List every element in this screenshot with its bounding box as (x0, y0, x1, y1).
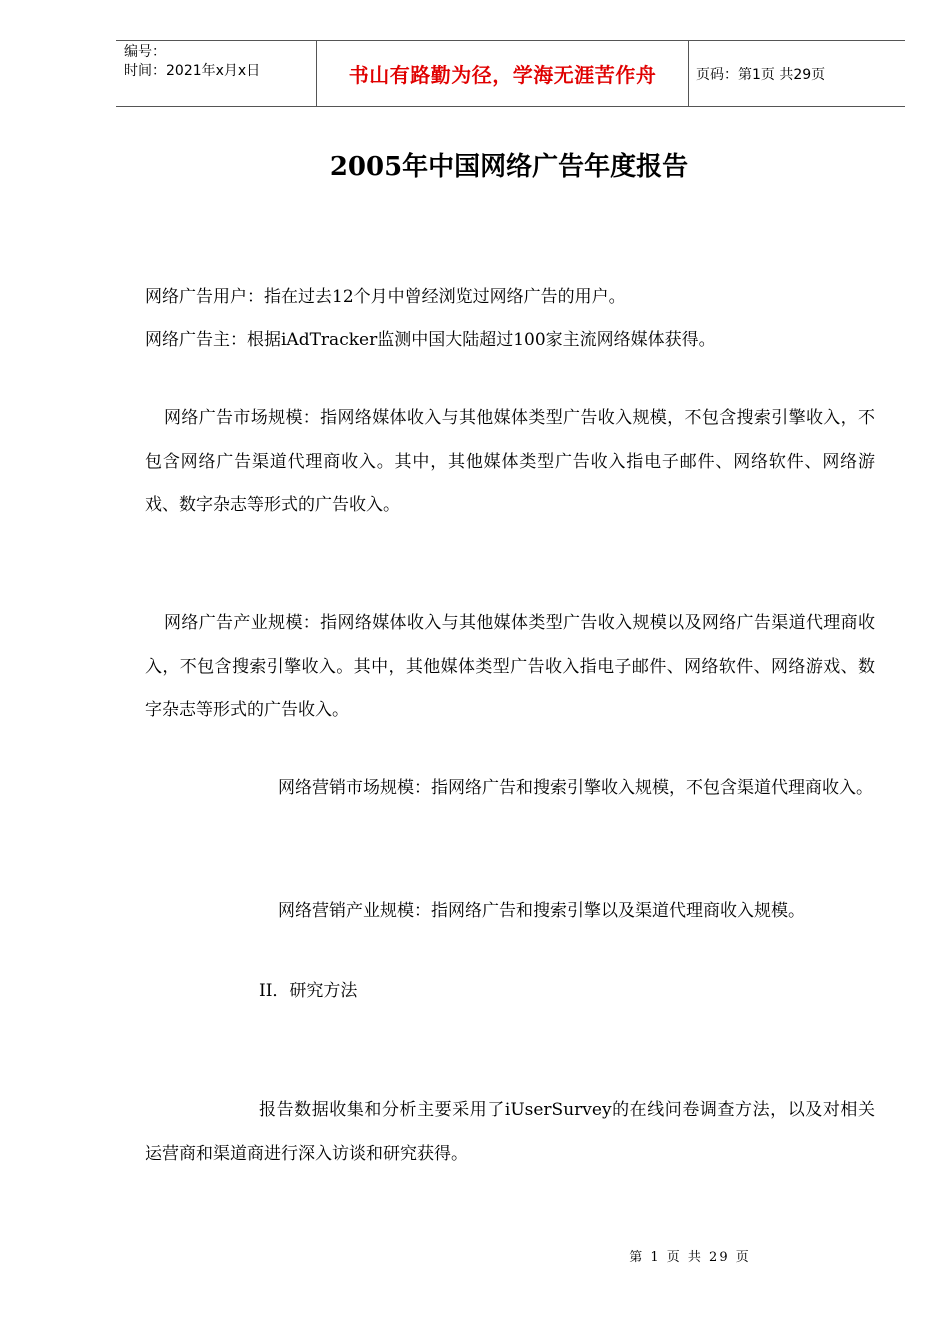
page-footer: 第 1 页 共 29 页 (629, 1250, 751, 1265)
paragraph-industry-scale: 网络广告产业规模：指网络媒体收入与其他媒体类型广告收入规模以及网络广告渠道代理商收入，不包含搜索引擎收入。其中，其他媒体类型广告收入指电子邮件、网络软件、网络游戏、数字杂志等形式的广告收入。 (145, 613, 875, 720)
header-meta (124, 43, 314, 81)
paragraph-research-methods: 报告数据收集和分析主要采用了iUserSurvey的在线问卷调查方法，以及对相关运营商和渠道商进行深入访谈和研究获得。 (145, 1100, 875, 1164)
header-motto: 书山有路勤为径，学海无涯苦作舟 (316, 41, 689, 106)
paragraph-market-scale: 网络广告市场规模：指网络媒体收入与其他媒体类型广告收入规模，不包含搜索引擎收入，不包含网络广告渠道代理商收入。其中，其他媒体类型广告收入指电子邮件、网络软件、网络游戏、数字杂志等形式的广告收入。 (145, 408, 875, 515)
code-label: 编号： (124, 44, 166, 60)
paragraph-online-ad-users: 网络广告用户：指在过去12个月中曾经浏览过网络广告的用户。 (145, 287, 626, 307)
section-heading-research-methods: II．研究方法 (259, 981, 358, 1001)
page-header (116, 40, 905, 107)
time-label: 时间：2021年x月x日 (124, 63, 261, 79)
document-title: 2005年中国网络广告年度报告 (329, 152, 689, 182)
paragraph-advertisers: 网络广告主：根据iAdTracker监测中国大陆超过100家主流网络媒体获得。 (145, 330, 716, 350)
header-page-label: 页码：第1页 共29页 (696, 66, 826, 83)
paragraph-marketing-industry-scale: 网络营销产业规模：指网络广告和搜索引擎以及渠道代理商收入规模。 (278, 901, 805, 921)
paragraph-marketing-market-scale: 网络营销市场规模：指网络广告和搜索引擎收入规模，不包含渠道代理商收入。 (278, 778, 873, 798)
